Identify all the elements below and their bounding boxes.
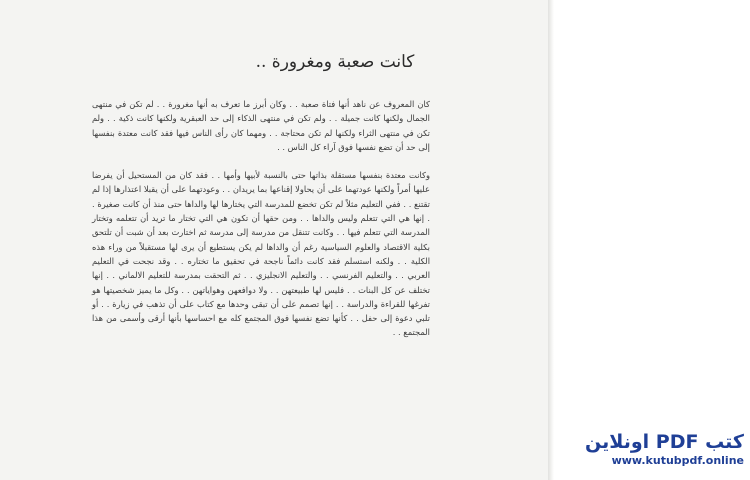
chapter-title: كانت صعبة ومغرورة ..	[255, 52, 415, 72]
watermark-logo: كتب PDF اونلاين	[585, 431, 744, 453]
body-text	[92, 97, 430, 340]
paragraph-1: كان المعروف عن ناهد أنها فتاة صعبة . . وكان أبرز ما تعرف به أنها مغرورة . . لم تكن في منتهى الجمال ولكنها كانت جميلة . . ولم تكن في منتهى الذكاء إلى حد العبقرية ولكنها كانت ذكية . . ولم تكن في منتهى الثراء ولكنها لم تكن محتاجة . . ومهما كان رأى الناس فيها فقد كانت معتدة بنفسها إلى حد أن تضع نفسها فوق آراء كل الناس . .	[92, 99, 430, 152]
watermark-url: www.kutubpdf.online	[611, 454, 744, 467]
site-watermark	[544, 431, 744, 468]
paragraph-2: وكانت معتدة بنفسها مستقلة بذاتها حتى بالنسبة لأبيها وأمها . . فقد كان من المستحيل أن يفرضا عليها أمراً ولكنها عودتهما على أن يحاولا إقناعها بما يريدان . . وعودتهما على أن يقبلا اعتذارها إذا لم تقتنع . . ففي التعليم مثلاً لم تكن تخضع للمدرسة التي يختارها لها والداها حتى منذ أن كانت صغيرة . . إنها هي التي تتعلم وليس والداها . . ومن حقها أن تكون هي التي تختار ما تريد أن تتعلمه وتختار المدرسة التي تتعلم فيها . . وكانت تتنقل من مدرسة إلى مدرسة ثم اختارت بعد أن شبت أن تلتحق بكلية الاقتصاد والعلوم السياسية رغم أن والداها لم يكن يستطيع أن يرى لها مستقبلاً من وراء هذه الكلية . . ولكنه استسلم فقد كانت دائماً ناجحة في تحقيق ما تختاره . . وقد نجحت في التعليم العربي . . والتعليم الفرنسي . . والتعليم الانجليزي . . ثم التحقت بمدرسة للتعليم الالماني . . إنها تختلف عن كل البنات . . فليس لها طبيعتهن . . ولا دوافعهن وهواياتهن . . وكل ما يميز شخصيتها هو تفرغها للقراءة والدراسة . . إنها تصمم على أن تبقى وحدها مع كتاب على أن تذهب في زيارة . . أو تلبي دعوة إلى حفل . . كأنها تضع نفسها فوق المجتمع كله مع احساسها بأنها أرقى وأسمى من هذا المجتمع . .	[92, 170, 430, 338]
page-edge	[548, 0, 554, 480]
